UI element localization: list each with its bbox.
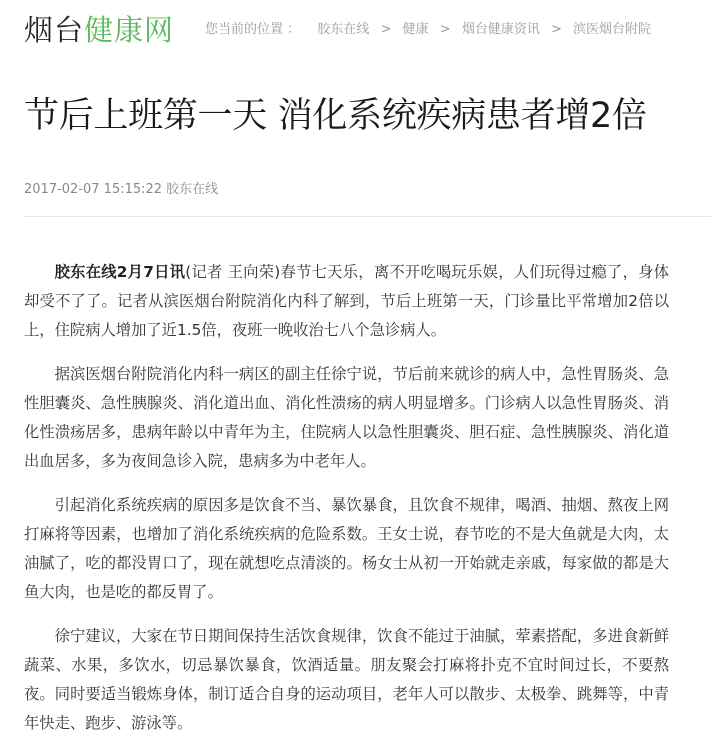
breadcrumb-link-yantai-health-news[interactable]: 烟台健康资讯 [461, 22, 540, 37]
breadcrumb-separator: > [439, 22, 451, 37]
article-paragraph-2: 据滨医烟台附院消化内科一病区的副主任徐宁说，节后前来就诊的病人中，急性胃肠炎、急性胆囊炎、急性胰腺炎、消化道出血、消化性溃疡的病人明显增多。门诊病人以急性胃肠炎、消化性溃疡居多，患病年龄以中青年为主，住院病人以急性胆囊炎、胆石症、急性胰腺炎、消化道出血居多，多为夜间急诊入院，患病多为中老年人。 [24, 365, 669, 470]
breadcrumb-link-health[interactable]: 健康 [402, 22, 429, 37]
breadcrumb-separator: > [380, 22, 392, 37]
article-lead: 胶东在线2月7日讯 [54, 263, 186, 281]
breadcrumb-link-hospital[interactable]: 滨医烟台附院 [573, 22, 652, 37]
article-paragraph-1-text: (记者 王向荣)春节七天乐，离不开吃喝玩乐娱，人们玩得过瘾了，身体却受不了了。记者从滨医烟台附院消化内科了解到，节后上班第一天，门诊量比平常增加2倍以上，住院病人增加了近1.5倍，夜班一晚收治七八个急诊病人。 [24, 263, 669, 339]
article-datetime: 2017-02-07 15:15:22 [24, 182, 163, 197]
article-meta [24, 178, 218, 202]
article-body [24, 258, 669, 753]
divider [24, 216, 711, 217]
article-source: 胶东在线 [166, 182, 219, 197]
article-paragraph-3: 引起消化系统疾病的原因多是饮食不当、暴饮暴食，且饮食不规律，喝酒、抽烟、熬夜上网打麻将等因素，也增加了消化系统疾病的危险系数。王女士说，春节吃的不是大鱼就是大肉，太油腻了，吃的都没胃口了，现在就想吃点清淡的。杨女士从初一开始就走亲戚，每家做的都是大鱼大肉，也是吃的都反胃了。 [24, 496, 669, 601]
site-logo[interactable] [24, 10, 174, 50]
site-header [24, 10, 704, 50]
breadcrumb-separator: > [550, 22, 562, 37]
breadcrumb [205, 10, 651, 50]
breadcrumb-link-jiaodong[interactable]: 胶东在线 [317, 22, 370, 37]
logo-text-accent: 健康网 [84, 13, 175, 47]
article-title: 节后上班第一天 消化系统疾病患者增2倍 [24, 96, 647, 136]
breadcrumb-label: 您当前的位置 ： [205, 22, 301, 37]
logo-text-primary: 烟台 [24, 13, 85, 47]
article-paragraph-4: 徐宁建议，大家在节日期间保持生活饮食规律，饮食不能过于油腻，荤素搭配，多进食新鲜蔬菜、水果，多饮水，切忌暴饮暴食，饮酒适量。朋友聚会打麻将扑克不宜时间过长，不要熬夜。同时要适当锻炼身体，制订适合自身的运动项目，老年人可以散步、太极拳、跳舞等，中青年快走、跑步、游泳等。 [24, 627, 669, 732]
article-paragraph-1 [24, 258, 669, 345]
